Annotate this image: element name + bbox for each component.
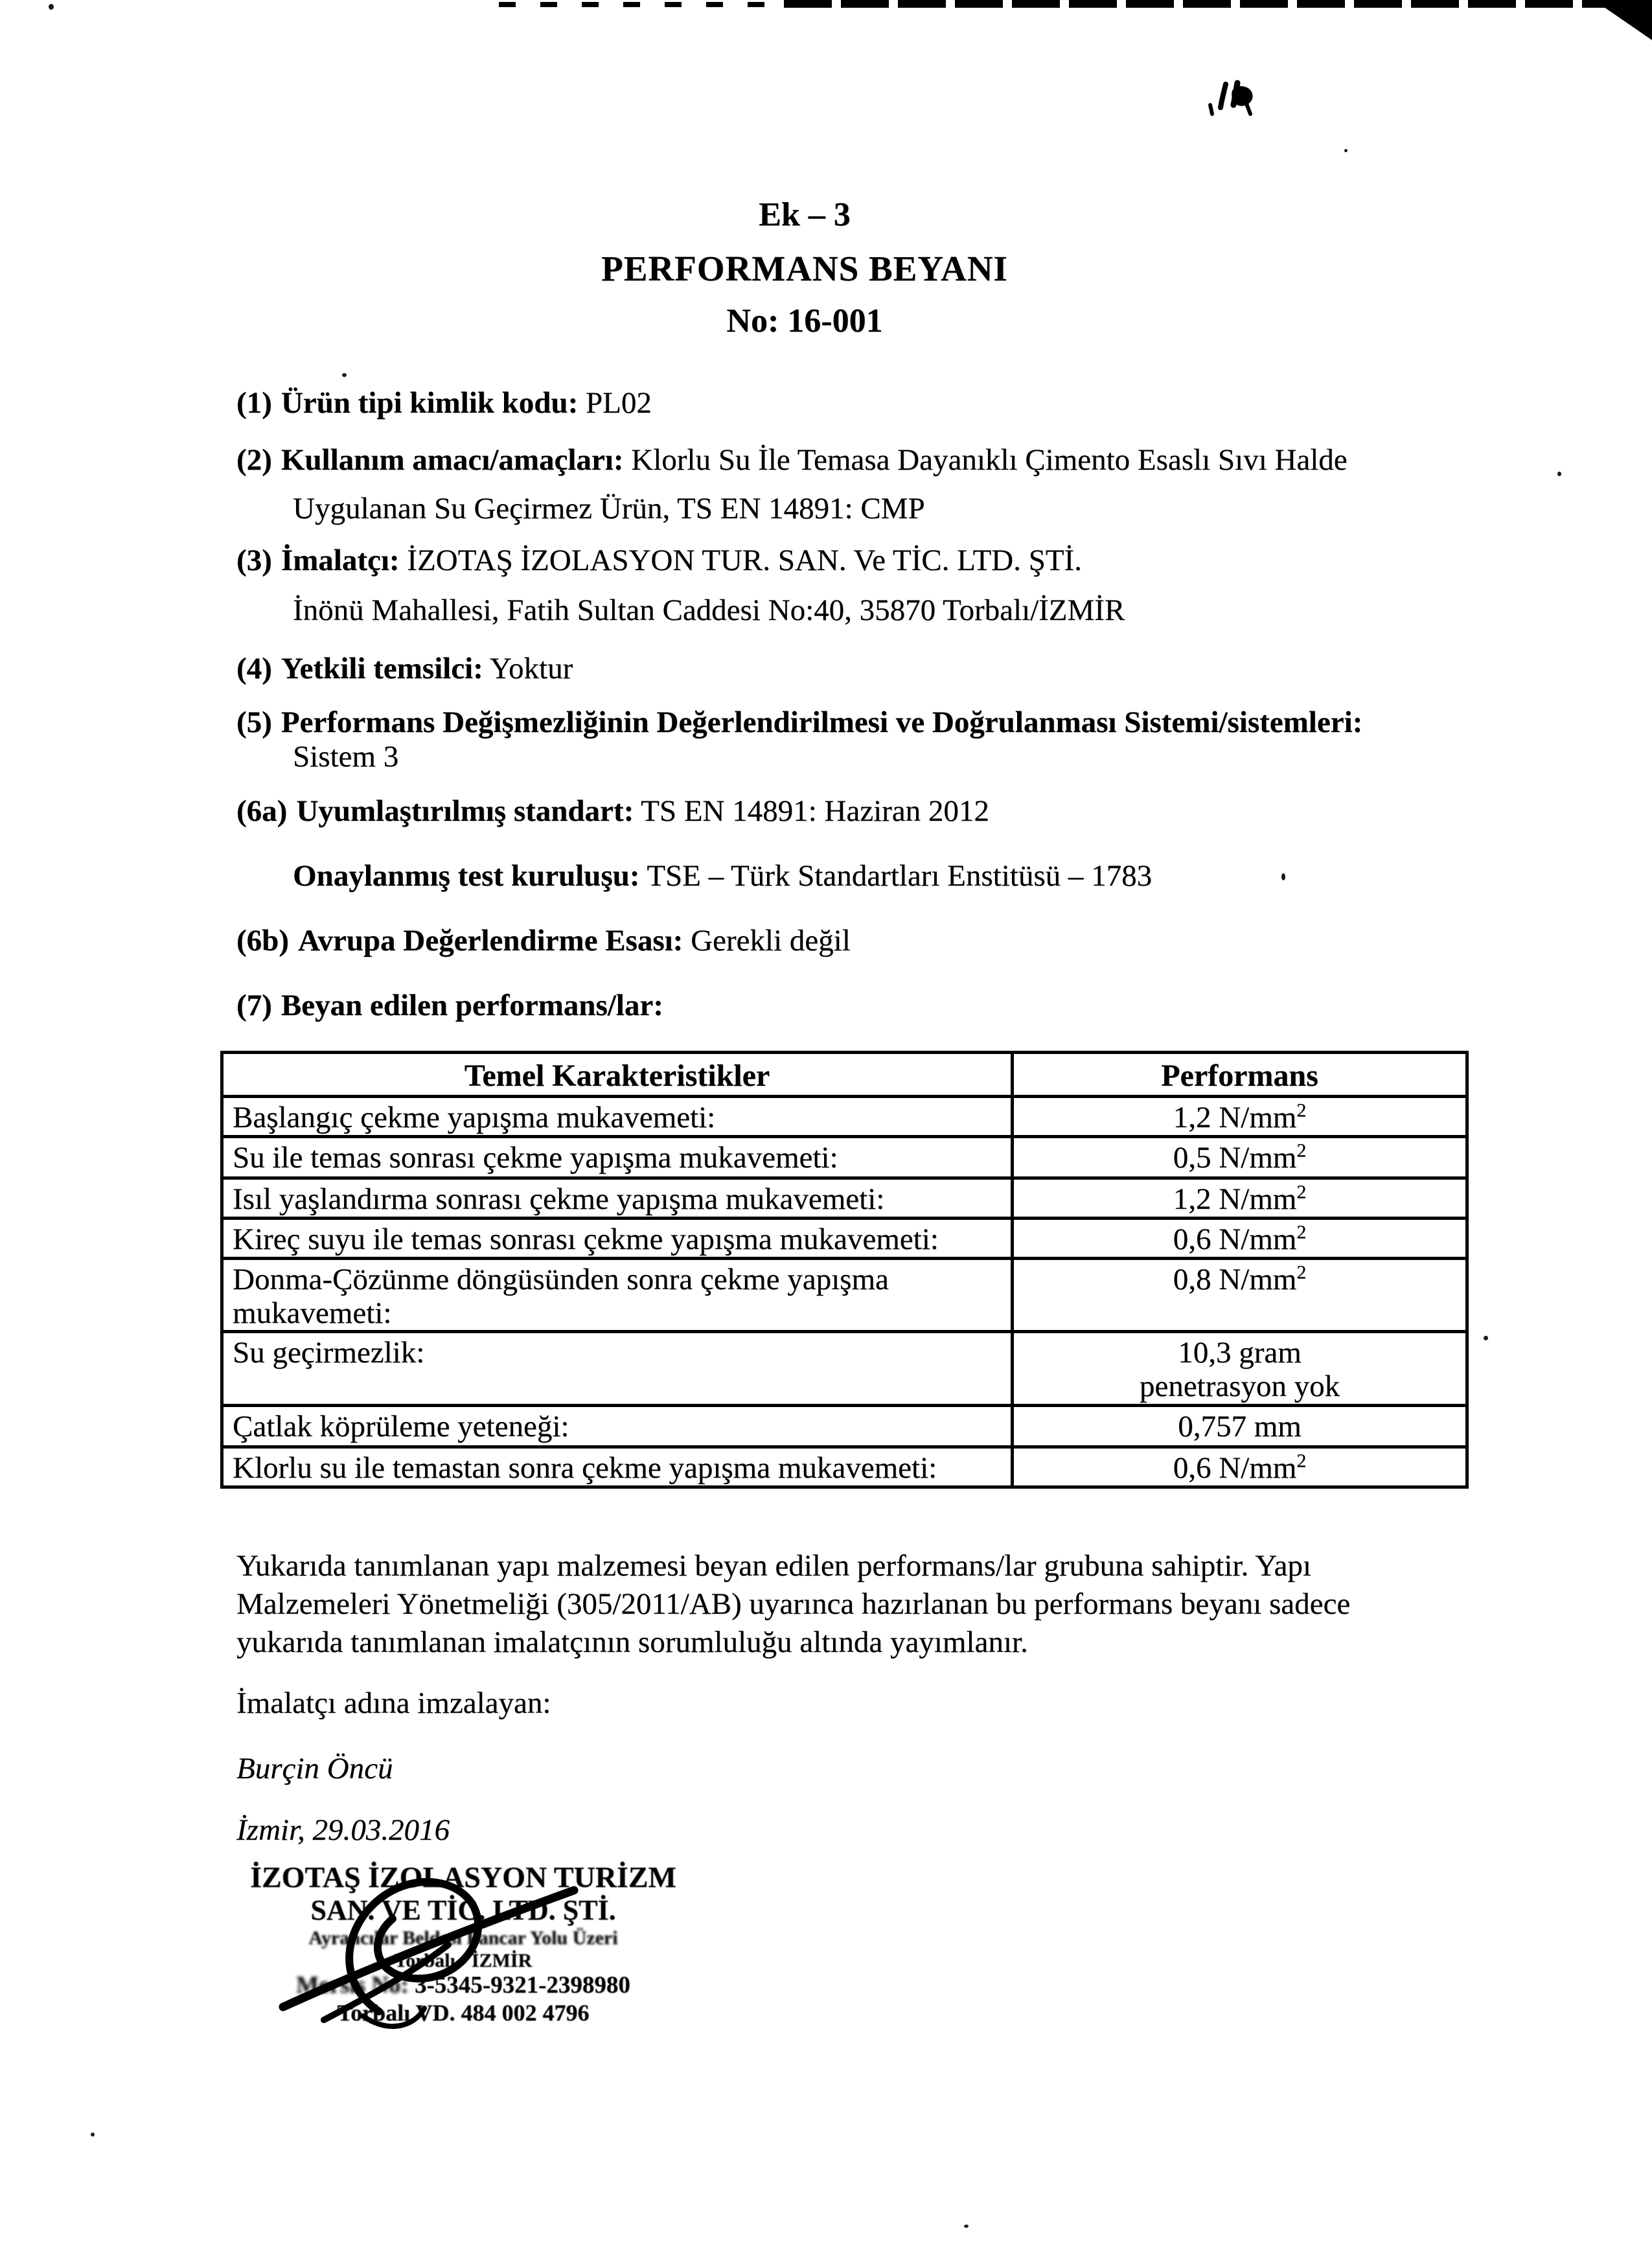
ink-speck	[1281, 873, 1285, 880]
signed-by-label: İmalatçı adına imzalayan:	[236, 1686, 551, 1720]
item-3-number: (3)	[236, 544, 272, 577]
annex-title: Ek – 3	[759, 196, 851, 233]
ink-speck	[1557, 472, 1561, 476]
scan-artifact-corner-fold	[1594, 0, 1652, 40]
item-1	[236, 385, 652, 420]
column-header-performance: Performans	[1013, 1053, 1467, 1097]
table-row	[222, 1219, 1467, 1259]
row-characteristic: Başlangıç çekme yapışma mukavemeti:	[222, 1097, 1013, 1137]
item-6a-label: Uyumlaştırılmış standart:	[296, 794, 634, 828]
item-6b-number: (6b)	[236, 924, 289, 957]
row-performance	[1013, 1137, 1467, 1178]
column-header-characteristics: Temel Karakteristikler	[222, 1053, 1013, 1097]
table-row	[222, 1259, 1467, 1332]
stamp-registry-prefix: Mersis No:	[296, 1972, 409, 1999]
item-2	[236, 442, 1348, 477]
table-row	[222, 1332, 1467, 1406]
pen-mark	[1192, 71, 1276, 130]
item-5-value: Sistem 3	[293, 740, 399, 773]
row-characteristic: Çatlak köprüleme yeteneği:	[222, 1406, 1013, 1447]
row-performance	[1013, 1219, 1467, 1259]
row-characteristic: Su geçirmezlik:	[222, 1332, 1013, 1406]
performance-value: 0,6 N/mm	[1173, 1222, 1297, 1256]
item-2-continuation: Uygulanan Su Geçirmez Ürün, TS EN 14891: CMP	[293, 492, 925, 525]
item-5	[236, 705, 1362, 740]
item-4	[236, 651, 573, 686]
stamp-registry-line	[214, 1972, 713, 1999]
item-6a-sub	[293, 858, 1152, 893]
performance-table	[220, 1051, 1469, 1489]
row-characteristic: Klorlu su ile temastan sonra çekme yapışma mukavemeti:	[222, 1447, 1013, 1487]
performance-value: 1,2 N/mm	[1173, 1101, 1297, 1134]
item-2-label: Kullanım amacı/amaçları:	[281, 443, 624, 477]
performance-value: 10,3 gram	[1178, 1336, 1302, 1369]
notified-body-label: Onaylanmış test kuruluşu:	[293, 859, 640, 893]
item-3-address: İnönü Mahallesi, Fatih Sultan Caddesi No:40, 35870 Torbalı/İZMİR	[293, 593, 1125, 627]
item-6b-label: Avrupa Değerlendirme Esası:	[297, 924, 683, 957]
page-title: PERFORMANS BEYANI	[601, 249, 1008, 288]
superscript: 2	[1296, 1261, 1307, 1283]
item-7-label: Beyan edilen performans/lar:	[281, 989, 663, 1022]
item-6a-number: (6a)	[236, 794, 288, 828]
item-3-label: İmalatçı:	[281, 544, 400, 577]
stamp-address-line2: Torbalı - İZMİR	[394, 1950, 533, 1971]
signer-name: Burçin Öncü	[236, 1752, 393, 1785]
performance-value: 0,6 N/mm	[1173, 1451, 1297, 1485]
row-performance	[1013, 1332, 1467, 1406]
performance-value: 0,5 N/mm	[1173, 1141, 1297, 1174]
place-and-date: İzmir, 29.03.2016	[236, 1813, 450, 1847]
stamp-company-line1: İZOTAŞ İZOLASYON TURİZM	[250, 1861, 676, 1894]
stamp-registry-number: 3-5345-9321-2398980	[414, 1972, 630, 1999]
superscript: 2	[1296, 1099, 1307, 1121]
item-6a-value: TS EN 14891: Haziran 2012	[641, 794, 989, 828]
item-7-number: (7)	[236, 989, 272, 1022]
table-row	[222, 1406, 1467, 1447]
scan-artifact-top-bar	[784, 0, 1607, 8]
item-1-number: (1)	[236, 386, 272, 420]
ink-speck	[964, 2225, 969, 2228]
ink-speck	[1484, 1336, 1488, 1340]
row-characteristic: Isıl yaşlandırma sonrası çekme yapışma mukavemeti:	[222, 1178, 1013, 1219]
performance-value: 1,2 N/mm	[1173, 1182, 1297, 1216]
item-2-value: Klorlu Su İle Temasa Dayanıklı Çimento Esaslı Sıvı Halde	[631, 443, 1348, 477]
stamp-company-line2: SAN. VE TİC. LTD. ŞTİ.	[310, 1894, 616, 1926]
table-row	[222, 1097, 1467, 1137]
scan-artifact-top-dashes	[499, 2, 784, 7]
row-performance	[1013, 1406, 1467, 1447]
row-performance	[1013, 1097, 1467, 1137]
characteristic-line1: Donma-Çözünme döngüsünden sonra çekme yapışma	[233, 1263, 889, 1296]
declaration-paragraph: Yukarıda tanımlanan yapı malzemesi beyan edilen performans/lar grubuna sahiptir. Yapı Malzemeleri Yönetmeliği (305/2011/AB) uyarınca hazırlanan bu performans beyanı sadece yukarıda tanımlanan imalatçının sorumluluğu altında yayımlanır.	[236, 1549, 1351, 1659]
item-6a	[236, 794, 989, 829]
stamp-tax-line: Torbalı VD. 484 002 4796	[337, 2000, 590, 2026]
item-3	[236, 543, 1082, 578]
row-performance	[1013, 1178, 1467, 1219]
document-number: No: 16-001	[726, 303, 883, 339]
ink-speck	[49, 4, 54, 10]
item-3-value: İZOTAŞ İZOLASYON TUR. SAN. Ve TİC. LTD. ŞTİ.	[407, 544, 1082, 577]
table-row	[222, 1447, 1467, 1487]
item-4-value: Yoktur	[489, 652, 573, 685]
row-characteristic: Su ile temas sonrası çekme yapışma mukavemeti:	[222, 1137, 1013, 1178]
characteristic-line2: mukavemeti:	[233, 1296, 392, 1330]
performance-value: 0,8 N/mm	[1173, 1263, 1297, 1296]
item-4-label: Yetkili temsilci:	[281, 652, 483, 685]
row-performance	[1013, 1259, 1467, 1332]
ink-speck	[91, 2133, 95, 2136]
superscript: 2	[1296, 1450, 1307, 1472]
superscript: 2	[1296, 1140, 1307, 1162]
superscript: 2	[1296, 1181, 1307, 1203]
table-row	[222, 1137, 1467, 1178]
table-row	[222, 1178, 1467, 1219]
ink-speck	[1344, 149, 1348, 152]
notified-body-value: TSE – Türk Standartları Enstitüsü – 1783	[647, 859, 1153, 893]
row-performance	[1013, 1447, 1467, 1487]
performance-value: 0,757 mm	[1178, 1410, 1302, 1443]
item-4-number: (4)	[236, 652, 272, 685]
item-6b	[236, 923, 851, 958]
stamp-address-line1: Ayrancılar Beldesi Pancar Yolu Üzeri	[308, 1927, 618, 1949]
item-5-number: (5)	[236, 705, 272, 739]
row-characteristic	[222, 1259, 1013, 1332]
company-stamp	[214, 1861, 713, 2026]
row-characteristic: Kireç suyu ile temas sonrası çekme yapışma mukavemeti:	[222, 1219, 1013, 1259]
item-6b-value: Gerekli değil	[691, 924, 851, 957]
item-1-label: Ürün tipi kimlik kodu:	[281, 386, 579, 420]
item-2-number: (2)	[236, 443, 272, 477]
ink-speck	[342, 373, 347, 377]
item-1-value: PL02	[585, 386, 652, 420]
superscript: 2	[1296, 1221, 1307, 1243]
table-header-row	[222, 1053, 1467, 1097]
item-7	[236, 988, 663, 1023]
performance-value-line2: penetrasyon yok	[1139, 1369, 1340, 1403]
item-5-label: Performans Değişmezliğinin Değerlendirilmesi ve Doğrulanması Sistemi/sistemleri:	[281, 705, 1363, 739]
